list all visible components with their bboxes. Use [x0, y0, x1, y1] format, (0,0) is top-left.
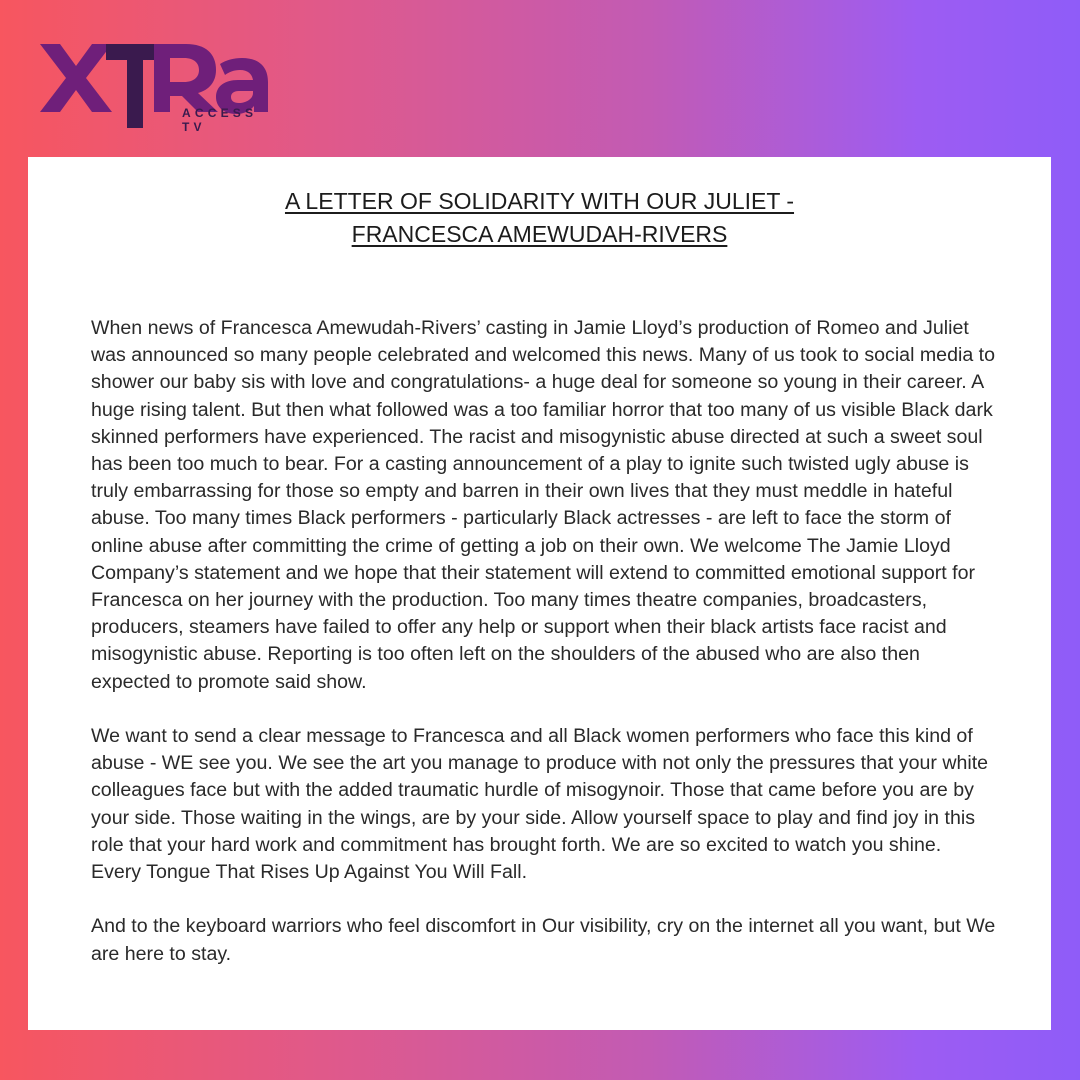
letter-paragraph-2: We want to send a clear message to Francesca and all Black women performers who face this kind of abuse - WE see you. We see the art you manage to produce with not only the pressures that your white colleagues face but with the added traumatic hurdle of misogynoir. Those that came before you are by your side. Those waiting in the wings, are by your side. Allow yourself space to play and find joy in this role that your hard work and commitment has brought forth. We are so excited to watch you shine. [91, 725, 989, 856]
letter-paragraph-3: And to the keyboard warriors who feel discomfort in Our visibility, cry on the internet all you want, but We are here to stay. [91, 915, 996, 965]
letter-page [28, 157, 1051, 1030]
letter-title-line-2: FRANCESCA AMEWUDAH-RIVERS [351, 221, 728, 247]
xtra-logo [36, 36, 276, 132]
letter-paragraph-1: When news of Francesca Amewudah-Rivers’ casting in Jamie Lloyd’s production of Romeo and Juliet was announced so many people celebrated and welcomed this news. Many of us took to social media to shower our baby sis with love and congratulations- a huge deal for someone so young in their career. A huge rising talent. But then what followed was a too familiar horror that too many of us visible Black dark skinned performers have experienced. The racist and misogynistic abuse directed at such a sweet soul has been too much to bear. For a casting announcement of a play to ignite such twisted ugly abuse is truly embarrassing for those so empty and barren in their own lives that they must meddle in hateful abuse. Too many times Black performers - particularly Black actresses - are left to face the storm of online abuse after committing the crime of getting a job on their own. We welcome The Jamie Lloyd Company’s statement and we hope that their statement will extend to committed emotional support for Francesca on her journey with the production. Too many times theatre companies, broadcasters, producers, steamers have failed to offer any help or support when their black artists face racist and misogynistic abuse. Reporting is too often left on the shoulders of the abused who are also then expected to promote said show. [91, 317, 996, 693]
letter-body [91, 315, 1001, 968]
letter-title [28, 185, 1051, 251]
logo-subtitle: ACCESS TV [182, 106, 258, 134]
letter-closing-line: Every Tongue That Rises Up Against You Will Fall. [91, 861, 528, 884]
letter-title-line-1: A LETTER OF SOLIDARITY WITH OUR JULIET - [284, 188, 795, 214]
